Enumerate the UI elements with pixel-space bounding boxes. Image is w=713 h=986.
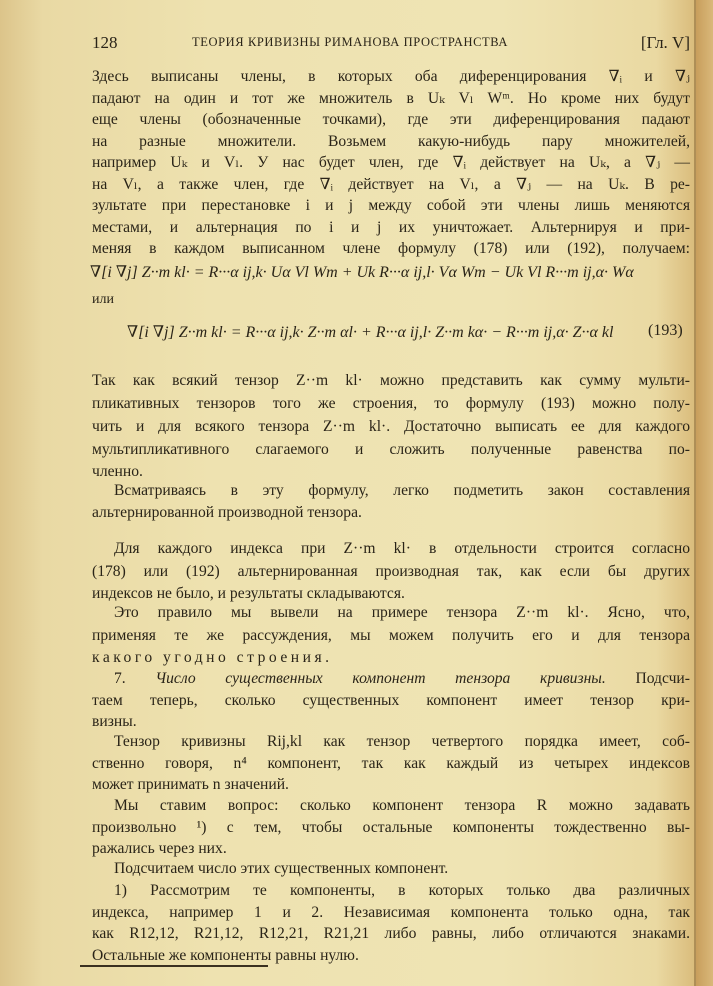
paragraph-6 [92, 731, 690, 796]
section-title: Число существенных компонент тензора кривизны. [155, 670, 606, 687]
text-line: таем теперь, сколько существенных компонент имеет тензор кри- [92, 691, 690, 709]
text-line: 1) Рассмотрим те компоненты, в которых только два различных [114, 882, 690, 899]
text-line: чить и для всякого тензора Z··m kl·. Достаточно выписать ее для каждого [92, 418, 690, 435]
paragraph-5 [92, 602, 690, 668]
text-line: Так как всякий тензор Z··m kl· можно представить как сумму мульти- [92, 372, 690, 389]
text-line: альтернированной производной тензора. [92, 503, 362, 521]
text-line: на Vₗ, а также член, где ∇ᵢ действует на Vₗ, а ∇ⱼ — на Uₖ. В ре- [92, 175, 690, 193]
paragraph-8 [92, 858, 690, 880]
text-line: Здесь выписаны члены, в которых оба диференцирования ∇ᵢ и ∇ⱼ [92, 68, 690, 85]
text-line: как R12,12, R21,12, R12,21, R21,21 либо равны, либо отличаются знаками. [92, 925, 690, 942]
footnote-separator [80, 965, 268, 967]
section-7 [92, 668, 690, 733]
text-line: местами, и альтернация по i и j их уничтожает. Альтернируя и при- [92, 218, 690, 236]
text-line: произвольно ¹) с тем, чтобы остальные компоненты тождественно вы- [92, 818, 690, 836]
text-line: ражались через них. [92, 840, 227, 857]
section-number: 7. [114, 670, 126, 687]
text-line: ственно говоря, n⁴ компонент, так как каждый из четырех индексов [92, 754, 690, 772]
text-line: может принимать n значений. [92, 776, 289, 793]
text-line: индексов не было, и результаты складываются. [92, 584, 405, 602]
text-line: еще члены (обозначенные точками), где эти диференцирования падают [92, 111, 690, 128]
paragraph-7 [92, 795, 690, 860]
chapter-label: [Гл. V] [640, 33, 690, 52]
text-line: Это правило мы вывели на примере тензора Z··m kl·. Ясно, что, [114, 604, 690, 621]
text-line: на разные множители. Возьмем какую-нибудь пару множителей, [92, 132, 690, 150]
paragraph-2 [92, 370, 690, 482]
text-line: членно. [92, 462, 143, 480]
text-line: какого угодно строения. [92, 648, 333, 666]
equation-rhs: = R···α ij,k· Z··m αl· + R···α ij,l· Z··m kα· − R···m ij,α· Z··α kl [230, 324, 614, 341]
running-title: ТЕОРИЯ КРИВИЗНЫ РИМАНОВА ПРОСТРАНСТВА [192, 35, 509, 49]
equation-number: (193) [648, 322, 683, 339]
paragraph-4 [92, 538, 690, 604]
page-number: 128 [92, 33, 118, 52]
text-line: Остальные же компоненты равны нулю. [92, 946, 359, 964]
text-line: Для каждого индекса при Z··m kl· в отдельности строится согласно [114, 540, 690, 557]
equation-193 [127, 322, 613, 342]
text-line: применяя те же рассуждения, мы можем получить его и для тензора [92, 627, 690, 644]
text-line: меняя в каждом выписанном члене формулу (178) или (192), получаем: [92, 240, 690, 257]
text-line: Всматриваясь в эту формулу, легко подметить закон составления [114, 482, 690, 499]
text-line: Мы ставим вопрос: сколько компонент тензора R можно задавать [114, 797, 690, 814]
paragraph-3 [92, 480, 690, 523]
text-fragment: Подсчи- [635, 670, 690, 687]
text-line: Тензор кривизны Rij,kl как тензор четвертого порядка имеет, соб- [114, 733, 690, 750]
equation-rhs: = R···α ij,k· Uα Vl Wm + Uk R···α ij,l· Vα Wm − Uk Vl R···m ij,α· Wα [193, 264, 634, 281]
text-line: визны. [92, 713, 137, 730]
text-line: зультате при перестановке i и j между собой эти члены лишь меняются [92, 197, 690, 214]
text-line: индекса, например 1 и 2. Независимая компонента только одна, так [92, 903, 690, 921]
text-line: (178) или (192) альтернированная производная так, как если бы других [92, 563, 690, 580]
text-line: например Uₖ и Vₗ. У нас будет член, где ∇ᵢ действует на Uₖ, а ∇ⱼ — [92, 154, 690, 171]
section-heading-line [92, 668, 690, 690]
text-line: мультипликативного слагаемого и сложить полученные равенства по- [92, 441, 690, 458]
page-edge-shadow [696, 0, 713, 986]
equation-lhs: ∇[i ∇j] Z··m kl· [127, 324, 227, 341]
paragraph-9 [92, 880, 690, 966]
text-line: пликативных тензоров того же строения, то формулу (193) можно полу- [92, 395, 690, 412]
text-line: падают на один и тот же множитель в Uₖ Vₗ Wᵐ. Но кроме них будут [92, 89, 690, 107]
equation-lhs: ∇[i ∇j] Z··m kl· [90, 264, 190, 281]
paragraph-1 [92, 66, 690, 260]
running-header [92, 33, 690, 55]
text-line: Подсчитаем число этих существенных компонент. [114, 860, 449, 877]
equation-1 [90, 262, 634, 282]
connector-word: или [92, 292, 114, 307]
